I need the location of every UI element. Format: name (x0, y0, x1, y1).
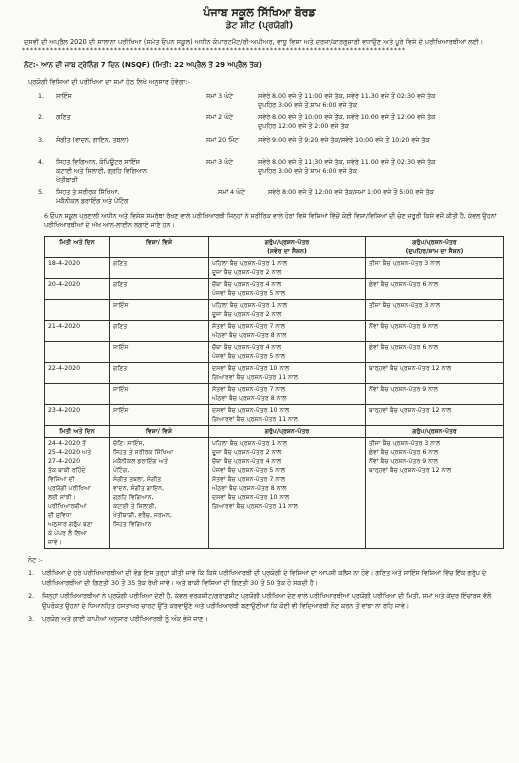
timing-subject: ਗਣਿਤ (56, 114, 71, 121)
batch-line: ਤੀਜਾ ਬੈਚ ਪ੍ਰਸ਼ਨ-ਪੱਤਰ 3 ਨਾਲ (369, 302, 441, 309)
batch-line: ਅੱਠਵਾਂ ਬੈਚ ਪ੍ਰਸ਼ਨ-ਪੱਤਰ 8 ਨਾਲ (212, 395, 287, 402)
row-afternoon-batches (366, 363, 504, 384)
group2-line: ਤੱਕ ਬਾਕੀ ਰਹਿੰਦੇ (48, 467, 86, 474)
group2-line: ਜਾਵੇ। (48, 539, 62, 546)
batch-line: ਪੰਜਵਾਂ ਬੈਚ ਪ੍ਰਸ਼ਨ-ਪੱਤਰ 5 ਨਾਲ (212, 353, 286, 360)
batch-line: ਛੇਵਾਂ ਬੈਚ ਪ੍ਰਸ਼ਨ-ਪੱਤਰ 6 ਨਾਲ (369, 281, 439, 288)
row-afternoon-batches (366, 279, 504, 300)
table-header-row (45, 237, 504, 258)
batch-line: ਸੱਤਵਾਂ ਬੈਚ ਪ੍ਰਸ਼ਨ-ਪੱਤਰ 7 ਨਾਲ (212, 386, 286, 393)
group2-line: 24-4-2020 ਤੋਂ (48, 440, 86, 447)
document-header (0, 6, 519, 31)
row-date: 20-4-2020 (45, 279, 110, 300)
group2-line: ਖੇਤੀਬਾੜੀ, ਵਰੈਚ, ਜਰਮਨ, (113, 512, 172, 519)
table-body (45, 258, 504, 426)
timing-slot-1: ਸਵੇਰੇ 8.00 ਵਜੇ ਤੋਂ 11:00 ਵਜੇ ਤੱਕ, ਸਵੇਰੇ 11.30 ਵਜੇ ਤੋਂ 02:30 ਵਜੇ ਤੱਕ (258, 93, 436, 100)
timing-slot-1: ਸਵੇਰੇ 8.00 ਵਜੇ ਤੋਂ 10:00 ਵਜੇ ਤੱਕ, ਸਵੇਰੇ 10.00 ਵਜੇ ਤੋਂ 12:00 ਵਜੇ ਤੱਕ (258, 114, 436, 121)
row-subject: ਸਾਇੰਸ (110, 300, 209, 321)
group2-line: 27-4-2020 (48, 458, 81, 465)
group2-line: ਚੋਣਿ: ਸਾਇੰਸ, (113, 440, 145, 447)
row-morning-batches (209, 258, 366, 279)
table-row (45, 363, 504, 384)
group2-date-cell (45, 438, 110, 549)
group2-line: ਤੀਜਾ ਬੈਚ ਪ੍ਰਸ਼ਨ-ਪੱਤਰ 3 ਨਾਲ (369, 440, 441, 447)
row-afternoon-batches (366, 342, 504, 363)
note-item (28, 614, 501, 624)
row-date: 22-4-2020 (45, 363, 110, 384)
note-text: ਜਿਨ੍ਹਾਂ ਪਰੀਖਿਆਰਥੀਆਂ ਨੇ ਪ੍ਰਯੋਗੀ ਪਰੀਖਿਆ ਦੇਣੀ ਹੈ, ਕੇਵਲ ਵਰਕਸ਼ੀਟ/ਗਰਾਫਸ਼ੀਟ ਪ੍ਰਯੋਗੀ ਪਰੀਖਿਆ ਦੇਣ ਵਾਲੇ ਪਰੀਖਿਆਰਥੀਆਂ ਪ੍ਰਯੋਗੀ ਪਰੀਖਿਆ ਦੀ ਮਿਤੀ, ਸਮਾਂ ਅਤੇ ਕੇਂਦਰ ਇੰਚਾਰਜ ਵੱਲੋਂ ਉਪਰੋਕਤ ਉਹਨਾਂ ਦੇ ਧਿਆਨਹਿਤ ਹਸਤਾਖਰ ਚਾਰਟ ਉੱਤੇ ਕਰਵਾਉਣੇ ਅਤੇ ਪਰੀਖਿਆਰਥੀ ਬਣਾਉਣੀਆਂ ਕਿ ਕੋਈ ਵੀ ਵਿਦਿਆਰਥੀ ਨੋਟ ਕਰਨ ਤੋਂ ਵਾਂਝਾ ਨਾ ਰਹਿ ਜਾਵੇ। (42, 592, 492, 610)
note-number: 3. (28, 615, 35, 623)
row-afternoon-batches (366, 321, 504, 342)
group2-line: ਗਿਆਰਵਾਂ ਬੈਚ ਪ੍ਰਸ਼ਨ-ਪੱਤਰ 11 ਨਾਲ (212, 503, 298, 510)
point-six-paragraph: 6 ਓਪਨ ਸਕੂਲ ਪ੍ਰਣਾਲੀ ਅਧੀਨ ਅਤੇ ਵਿਸ਼ੇਸ਼ ਸਮਰੱਥਾ ਰੱਖਣ ਵਾਲੇ ਪਰੀਖਿਆਰਥੀ ਜਿਨ੍ਹਾਂ ਨੇ ਸਰੀਰਿਕ ਵਾਲੇ ਹੋਰਾਂ ਵਿਸ਼ੇ ਵਿਸ਼ਿਆਂ ਵਿੱਚੋਂ ਕੋਈ ਵਿਸ਼ਾ/ਵਿਸ਼ਿਆਂ ਦੀ ਚੋਣ ਜ਼ਰੂਰੀ ਕਿਸੇ ਵਜੋਂ ਕੀਤੀ ਹੈ, ਕੇਵਲ ਉਹਨਾਂ ਪਰੀਖਿਆਰਥੀਆਂ ਦੇ ਅੱਖ ਆਨ-ਲਾਈਨ ਲਗਾਏ ਜਾਣੇ ਹਨ। (44, 213, 497, 229)
batch-line: ਨੌਂਵਾਂ ਬੈਚ ਪ੍ਰਸ਼ਨ-ਪੱਤਰ 9 ਨਾਲ (369, 386, 438, 393)
group2-line: ਪੇਂਟਿੰਗ, (113, 467, 130, 474)
group2-morning-cell (209, 438, 366, 549)
batch-line: ਚੌਥਾ ਬੈਚ ਪ੍ਰਸ਼ਨ-ਪੱਤਰ 4 ਨਾਲ (212, 344, 282, 351)
timing-number: 3. (38, 137, 45, 144)
row-date: 18-4-2020 (45, 258, 110, 279)
batch-line: ਪਹਿਲਾ ਬੈਚ ਪ੍ਰਸ਼ਨ-ਪੱਤਰ 1 ਨਾਲ (212, 260, 288, 267)
row-date (45, 342, 110, 363)
notes-section (0, 549, 519, 624)
timing-subject: ਸੰਗੀਤ (ਵਾਦਨ, ਗਾਇਨ, ਤਬਲਾ) (56, 137, 129, 144)
timing-slot-1: ਸਵੇਰੇ 8.00 ਵਜੇ ਤੋਂ 11:30 ਵਜੇ ਤੱਕ, ਸਵੇਰੇ 11.00 ਵਜੇ ਤੋਂ 02:30 ਵਜੇ ਤੱਕ (258, 159, 436, 166)
header-date: ਮਿਤੀ ਅਤੇ ਦਿਨ (45, 237, 110, 258)
group2-line: ਦੂਜਾ ਬੈਚ ਪ੍ਰਸ਼ਨ-ਪੱਤਰ 2 ਨਾਲ (212, 449, 282, 456)
group2-header-subject: ਵਿਸ਼ਾ/ ਵਿਸ਼ੇ (110, 426, 209, 438)
timing-subject: ਸਾਇੰਸ (56, 93, 72, 100)
table-row (45, 405, 504, 426)
timing-number: 4. (38, 159, 45, 166)
group2-line: ਲਈ ਸਾਂਝੀ। (48, 494, 76, 501)
row-morning-batches (209, 342, 366, 363)
batch-line: ਨੌਂਵਾਂ ਬੈਚ ਪ੍ਰਸ਼ਨ-ਪੱਤਰ 9 ਨਾਲ (369, 323, 438, 330)
row-afternoon-batches (366, 300, 504, 321)
table-row (45, 258, 504, 279)
timing-row (0, 91, 519, 111)
group2-line: ਨੌਂਵਾਂ ਬੈਚ ਪ੍ਰਸ਼ਨ-ਪੱਤਰ 9 ਨਾਲ (369, 458, 438, 465)
schedule-intro: ਪ੍ਰਯੋਗੀ ਵਿਸ਼ਿਆਂ ਦੀ ਪਰੀਖਿਆ ਦਾ ਸਮਾਂ ਹੇਠ ਲਿਖੇ ਅਨੁਸਾਰ ਹੋਵੇਗਾ:- (28, 78, 190, 86)
row-date (45, 384, 110, 405)
batch-line: ਦਸਵਾਂ ਬੈਚ ਪ੍ਰਸ਼ਨ-ਪੱਤਰ 10 ਨਾਲ (212, 365, 290, 372)
batch-line: ਗਿਆਰਵਾਂ ਬੈਚ ਪ੍ਰਸ਼ਨ-ਪੱਤਰ 11 ਨਾਲ (212, 374, 298, 381)
timing-number: 5. (38, 189, 45, 196)
timing-duration: ਸਮਾਂ 3 ਘੰਟੇ (206, 159, 233, 166)
row-afternoon-batches (366, 384, 504, 405)
practical-schedule-table (44, 236, 504, 549)
group2-line: 25-4-2020 ਅਤੇ (48, 449, 92, 456)
timing-number: 1. (38, 93, 45, 100)
note-text: ਪਰੀਖਿਆ ਦੇ ਹਰੇ ਪਰੀਖਿਆਰਥੀਆਂ ਦੀ ਵੰਡ ਇਸ ਤਰ੍ਹਾਂ ਕੀਤੀ ਜਾਵੇ ਕਿ ਕਿਸੇ ਪਰੀਖਿਆਰਥੀ ਦੀ ਪ੍ਰਯੋਗੀ ਦੇ ਵਿਸ਼ਿਆਂ ਦਾ ਆਪਸੀ ਕਲੈਸ਼ ਨਾ ਹੋਵੇ। ਗਣਿਤ ਅਤੇ ਸਾਇੰਸ ਵਿਸ਼ਿਆਂ ਵਿੱਚ ਇੱਕ ਗਰੁੱਪ ਦੇ ਪਰੀਖਿਆਰਥੀਆਂ ਦੀ ਗਿਣਤੀ 30 ਤੋਂ 35 ਤੱਕ ਰੱਖੀ ਜਾਵੇ। ਅਤੇ ਬਾਕੀ ਵਿਸ਼ਿਆਂ ਦੀ ਗਿਣਤੀ 30 ਤੋਂ 50 ਤੱਕ ਹੋ ਸਕਦੀ ਹੈ। (42, 569, 487, 587)
note-number: 2. (28, 592, 35, 600)
header-afternoon (366, 237, 504, 258)
batch-line: ਬਾਰ੍ਹਵਾਂ ਬੈਚ ਪ੍ਰਸ਼ਨ-ਪੱਤਰ 12 ਨਾਲ (369, 407, 452, 414)
group2-line: ਦੀ ਸੁਵਿਧਾ (48, 512, 72, 519)
timing-number: 2. (38, 114, 45, 121)
notes-label: ਨੋਟ :- (28, 556, 43, 564)
group2-line: ਸੱਤਵਾਂ ਬੈਚ ਪ੍ਰਸ਼ਨ-ਪੱਤਰ 7 ਨਾਲ (212, 476, 286, 483)
row-subject: ਗਣਿਤ (110, 321, 209, 342)
document-subtitle: ਡੇਟ ਸ਼ੀਟ (ਪ੍ਰਯੋਗੀ) (225, 21, 294, 31)
batch-line: ਛੇਵਾਂ ਬੈਚ ਪ੍ਰਸ਼ਨ-ਪੱਤਰ 6 ਨਾਲ (369, 344, 439, 351)
group2-line: ਪ੍ਰਯੋਗੀ ਪਰੀਖਿਆ (48, 485, 91, 492)
row-subject: ਗਣਿਤ (110, 258, 209, 279)
group2-line: ਸਿਹਤ ਵਿਗਿਆਨ (113, 521, 152, 528)
note-item (28, 568, 501, 588)
timing-slot-2: ਦੁਪਹਿਰ 3:00 ਵਜੇ ਤੋਂ ਸ਼ਾਮ 6:00 ਵਜੇ ਤੱਕ (258, 168, 357, 175)
row-date (45, 300, 110, 321)
timing-subject: ਸਿਹਤ ਵਿਗਿਆਨ, ਕੰਪਿਊਟਰ ਸਾਇੰਸ (56, 159, 140, 166)
board-title: ਪੰਜਾਬ ਸਕੂਲ ਸਿੱਖਿਆ ਬੋਰਡ (203, 6, 316, 19)
row-subject: ਸਾਇੰਸ (110, 342, 209, 363)
row-afternoon-batches (366, 258, 504, 279)
group2-header-date: ਮਿਤੀ ਅਤੇ ਦਿਨ (45, 426, 110, 438)
batch-line: ਗਿਆਰਵਾਂ ਬੈਚ ਪ੍ਰਸ਼ਨ-ਪੱਤਰ 11 ਨਾਲ (212, 416, 298, 423)
timing-row (0, 133, 519, 153)
batch-line: ਤੀਜਾ ਬੈਚ ਪ੍ਰਸ਼ਨ-ਪੱਤਰ 3 ਨਾਲ (369, 260, 441, 267)
group2-line: ਸੰਗੀਤ ਤਬਲਾ, ਸੰਗੀਤ (113, 476, 162, 483)
group2-line: ਪੰਜਵਾਂ ਬੈਚ ਪ੍ਰਸ਼ਨ-ਪੱਤਰ 5 ਨਾਲ (212, 467, 286, 474)
timing-row (0, 111, 519, 133)
row-subject: ਸਾਇੰਸ (110, 384, 209, 405)
table-row (45, 300, 504, 321)
group2-line: ਬਾਰ੍ਹਵਾਂ ਬੈਚ ਪ੍ਰਸ਼ਨ-ਪੱਤਰ 12 ਨਾਲ (369, 467, 452, 474)
row-date: 23-4-2020 (45, 405, 110, 426)
row-afternoon-batches (366, 405, 504, 426)
group2-header-morning: ਗਰੁੱਪ/ਪ੍ਰਸ਼ਨ-ਪੱਤਰ (209, 426, 366, 438)
row-subject: ਗਣਿਤ (110, 363, 209, 384)
subject-timings (0, 91, 519, 209)
timing-subject-line3: ਖੇਤੀਬਾੜੀ (56, 177, 78, 184)
batch-line: ਦੂਜਾ ਬੈਚ ਪ੍ਰਸ਼ਨ-ਪੱਤਰ 2 ਨਾਲ (212, 311, 282, 318)
batch-line: ਸੱਤਵਾਂ ਬੈਚ ਪ੍ਰਸ਼ਨ-ਪੱਤਰ 7 ਨਾਲ (212, 323, 286, 330)
header-morning-session: (ਸਵੇਰ ਦਾ ਸੈਸ਼ਨ) (267, 248, 307, 255)
timing-duration: ਸਮਾਂ 4 ਘੰਟੇ (218, 189, 245, 196)
row-morning-batches (209, 363, 366, 384)
row-morning-batches (209, 300, 366, 321)
header-afternoon-title: ਗਰੁੱਪ/ਪ੍ਰਸ਼ਨ-ਪੱਤਰ (412, 239, 457, 246)
timing-slot-2: ਦੁਪਹਿਰ 12:00 ਵਜੇ ਤੋਂ 2:00 ਵਜੇ ਤੱਕ (258, 123, 349, 130)
group2-line: ਸਿਹਤ ਤੇ ਸਰੀਰਕ ਸਿੱਖਿਆ (113, 449, 174, 456)
batch-line: ਅੱਠਵਾਂ ਬੈਚ ਪ੍ਰਸ਼ਨ-ਪੱਤਰ 8 ਨਾਲ (212, 332, 287, 339)
group2-row (45, 438, 504, 549)
group2-afternoon-cell (366, 438, 504, 549)
group2-line: ਵਾਦਨ, ਸੰਗੀਤ ਗਾਇਨ, (113, 485, 165, 492)
row-subject: ਸਾਇੰਸ (110, 405, 209, 426)
batch-line: ਪੰਜਵਾਂ ਬੈਚ ਪ੍ਰਸ਼ਨ-ਪੱਤਰ 5 ਨਾਲ (212, 290, 286, 297)
group2-line: ਦਸਵਾਂ ਬੈਚ ਪ੍ਰਸ਼ਨ-ਪੱਤਰ 10 ਨਾਲ (212, 494, 290, 501)
group2-line: ਅਨੁਸਾਰ ਗਰੁੱਪ ਬਣਾ (48, 521, 93, 528)
row-subject: ਗਣਿਤ (110, 279, 209, 300)
row-morning-batches (209, 321, 366, 342)
group2-subject-cell (110, 438, 209, 549)
header-afternoon-session: (ਦੁਪਹਿਰ/ਸ਼ਾਮ ਦਾ ਸੈਸ਼ਨ) (405, 248, 464, 255)
intro-paragraph: ਦਸਵੀਂ ਦੀ ਅਪ੍ਰੈਲ 2020 ਦੀ ਸਾਲਾਨਾ ਪਰੀਖਿਆ (ਸਮੇਤ ਓਪਨ ਸਕੂਲ) ਅਧੀਨ ਕੰਪਾਰਟਮੈਂਟ/ਰੀ-ਅਪੀਅਰ, ਵਾਧੂ ਵਿਸ਼ਾ ਅਤੇ ਦਰਜਾ/ਕਾਰਗੁਜ਼ਾਰੀ ਵਧਾਉਣ ਅਤੇ ਪੂਰੇ ਵਿਸ਼ੇ ਦੇ ਪਰੀਖਿਆਰਥੀਆਂ ਲਈ। (24, 38, 484, 46)
batch-line: ਚੌਥਾ ਬੈਚ ਪ੍ਰਸ਼ਨ-ਪੱਤਰ 4 ਨਾਲ (212, 281, 282, 288)
group2-line: ਪਰੀਖਿਆਰਥੀਆਂ (48, 503, 87, 510)
group2-line: ਗ੍ਰਹਿ ਵਿਗਿਆਨ, (113, 494, 154, 501)
batch-line: ਦੂਜਾ ਬੈਚ ਪ੍ਰਸ਼ਨ-ਪੱਤਰ 2 ਨਾਲ (212, 269, 282, 276)
row-morning-batches (209, 405, 366, 426)
header-morning (209, 237, 366, 258)
group2-line: ਚੌਥਾ ਬੈਚ ਪ੍ਰਸ਼ਨ-ਪੱਤਰ 4 ਨਾਲ (212, 458, 282, 465)
table-row (45, 342, 504, 363)
batch-line: ਪਹਿਲਾ ਬੈਚ ਪ੍ਰਸ਼ਨ-ਪੱਤਰ 1 ਨਾਲ (212, 302, 288, 309)
row-morning-batches (209, 384, 366, 405)
timing-subject-line2: ਮਕੈਨੀਕਲ ਡਰਾਇੰਗ ਅਤੇ ਪੇਂਟਿੰਗ (56, 198, 129, 205)
timing-row (0, 187, 519, 209)
timing-subject: ਸਿਹਤ ਤੇ ਸਰੀਰਕ ਸਿੱਖਿਆ, (56, 189, 120, 196)
timing-subject-line2: ਕਟਾਈ ਅਤੇ ਸਿਲਾਈ, ਗ੍ਰਹਿ ਵਿਗਿਆਨ (56, 168, 147, 175)
row-morning-batches (209, 279, 366, 300)
note-item (28, 591, 501, 611)
group2-header-row (45, 426, 504, 438)
nsqf-note: ਨੋਟ:- ਆਨ ਦੀ ਜਾਬ ਟ੍ਰੇਨਿੰਗ 7 ਦਿਨ (NSQF) (ਮਿਤੀ: 22 ਅਪ੍ਰੈਲ ਤੋਂ 29 ਅਪ੍ਰੈਲ ਤੱਕ) (24, 61, 262, 69)
star-divider: ************************************************************************************************ (22, 47, 406, 54)
timing-slot-2: ਦੁਪਹਿਰ 3:00 ਵਜੇ ਤੋਂ ਸ਼ਾਮ 6:00 ਵਜੇ ਤੱਕ (258, 102, 357, 109)
group2-line: ਵਿਸ਼ਿਆਂ ਦੀ (48, 476, 75, 483)
table-row (45, 384, 504, 405)
group2-line: ਪਹਿਲਾ ਬੈਚ ਪ੍ਰਸ਼ਨ-ਪੱਤਰ 1 ਨਾਲ (212, 440, 288, 447)
timing-duration: ਸਮਾਂ 20 ਮਿੰਟ (206, 137, 239, 144)
timing-duration: ਸਮਾਂ 3 ਘੰਟੇ (206, 93, 233, 100)
group2-line: ਅੱਠਵਾਂ ਬੈਚ ਪ੍ਰਸ਼ਨ-ਪੱਤਰ 8 ਨਾਲ (212, 485, 287, 492)
timing-slot-1: ਸਵੇਰੇ 8:00 ਵਜੇ ਤੋਂ 12:00 ਵਜੇ ਤੱਕ/ਸਮਾਂ 1:00 ਵਜੇ ਤੋਂ 5:00 ਵਜੇ ਤੱਕ (268, 189, 434, 196)
header-morning-title: ਗਰੁੱਪ/ਪ੍ਰਸ਼ਨ-ਪੱਤਰ (264, 239, 310, 246)
timing-row (0, 153, 519, 187)
batch-line: ਦਸਵਾਂ ਬੈਚ ਪ੍ਰਸ਼ਨ-ਪੱਤਰ 10 ਨਾਲ (212, 407, 290, 414)
group2-line: ਕੇ ਪੇਪਰ ਲੈ ਲਿਆ (48, 530, 88, 537)
row-date: 21-4-2020 (45, 321, 110, 342)
batch-line: ਬਾਰ੍ਹਵਾਂ ਬੈਚ ਪ੍ਰਸ਼ਨ-ਪੱਤਰ 12 ਨਾਲ (369, 365, 452, 372)
timing-duration: ਸਮਾਂ 2 ਘੰਟੇ (206, 114, 233, 121)
table-row (45, 321, 504, 342)
table-row (45, 279, 504, 300)
header-subject: ਵਿਸ਼ਾ/ ਵਿਸ਼ੇ (110, 237, 209, 258)
group2-line: ਮਕੈਨੀਕਲ ਡਰਾਇੰਗ ਅਤੇ (113, 458, 168, 465)
group2-header-afternoon: ਗਰੁੱਪ/ਪ੍ਰਸ਼ਨ-ਪੱਤਰ (366, 426, 504, 438)
note-number: 1. (28, 569, 35, 577)
timing-slot-1: ਸਵੇਰੇ 9:00 ਵਜੇ ਤੋਂ 9:20 ਵਜੇ ਤੱਕ/ਸਵੇਰੇ 10:00 ਵਜੇ ਤੋਂ 10:20 ਵਜੇ ਤੱਕ (258, 137, 430, 144)
group2-line: ਛੇਵਾਂ ਬੈਚ ਪ੍ਰਸ਼ਨ-ਪੱਤਰ 6 ਨਾਲ (369, 449, 439, 456)
note-text: ਪ੍ਰਯੋਗ ਅਤੇ ਗਾਈ ਕਾਪੀਆਂ ਅਨੁਸਾਰ ਪਰੀਖਿਆਰਥੀ ਨੂੰ ਅੰਕ ਭੇਜੇ ਜਾਣ। (42, 615, 208, 623)
group2-line: ਕਟਾਈ ਤੇ ਸਿਲਾਈ, (113, 503, 157, 510)
